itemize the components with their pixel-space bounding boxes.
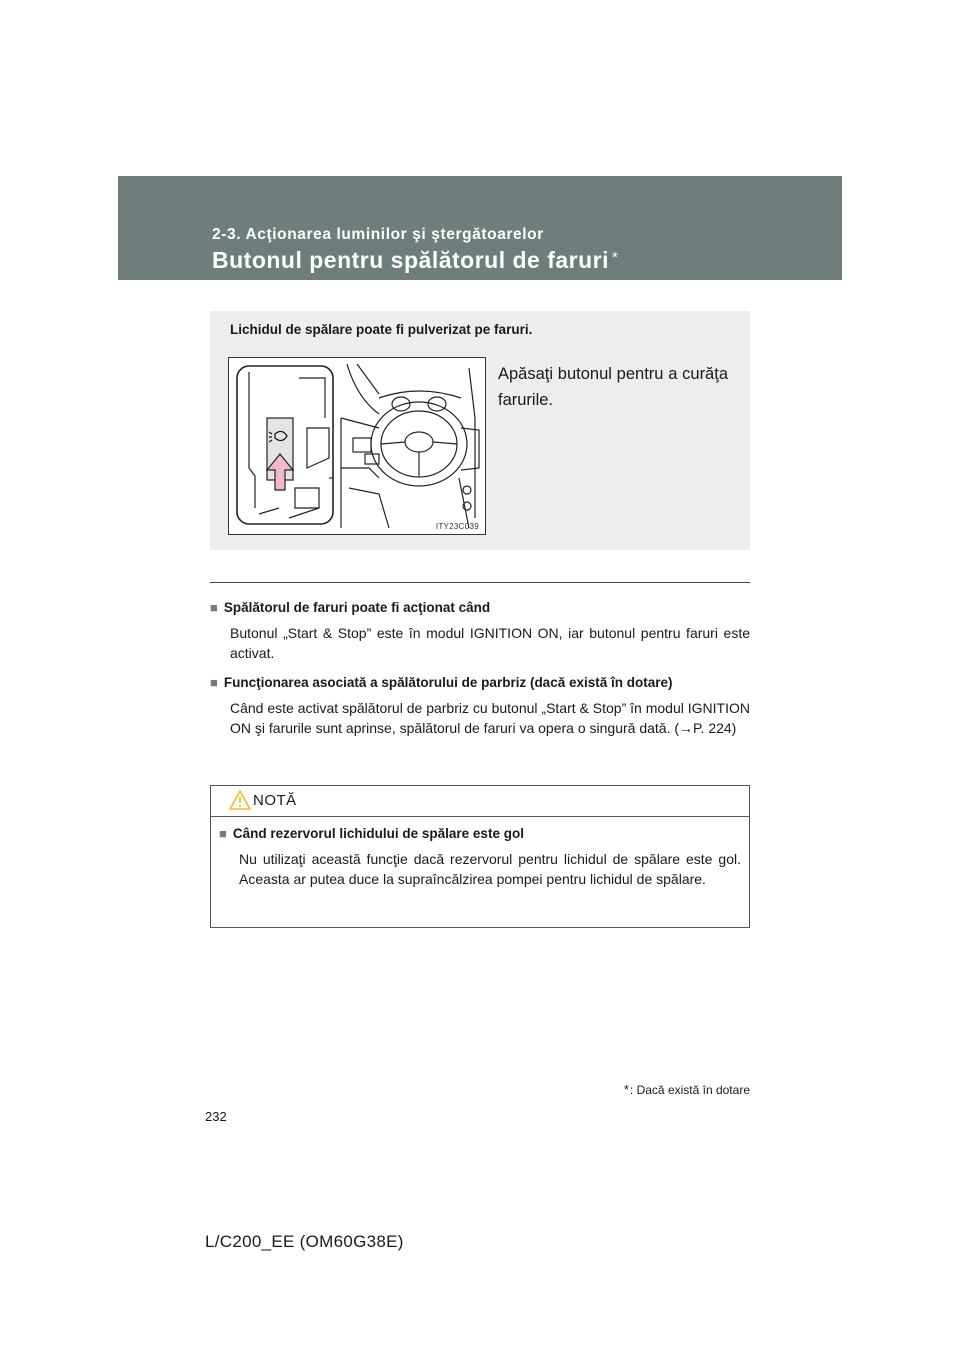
section-label: 2-3. Acţionarea luminilor şi ştergătoarelor <box>212 226 544 243</box>
note-title <box>210 675 750 690</box>
dashboard-illustration <box>228 357 486 535</box>
notice-label: NOTĂ <box>253 792 297 809</box>
asterisk-icon: * <box>623 1082 629 1097</box>
figure-code: ITY23C039 <box>435 522 479 531</box>
note-body: Butonul „Start & Stop” este în modul IGNITION ON, iar butonul pentru faruri este activat. <box>230 625 750 661</box>
headlight-washer-switch-illustration <box>229 358 485 534</box>
page-title <box>212 247 618 274</box>
square-bullet-icon: ■ <box>210 675 218 690</box>
note-title <box>210 600 750 615</box>
section-header <box>118 176 842 280</box>
footnote <box>624 1082 750 1097</box>
divider <box>210 582 750 583</box>
notice-header <box>211 786 749 817</box>
square-bullet-icon: ■ <box>219 826 227 841</box>
warning-icon <box>229 789 251 811</box>
note-title-text: Spălătorul de faruri poate fi acţionat când <box>223 600 491 615</box>
notice-title <box>219 826 749 841</box>
notice-title-text: Când rezervorul lichidului de spălare este gol <box>232 826 524 841</box>
square-bullet-icon: ■ <box>210 600 218 615</box>
notes-section <box>210 600 750 750</box>
notice-content <box>211 826 749 889</box>
info-box <box>210 311 750 550</box>
notice-box <box>210 785 750 928</box>
footnote-text: : Dacă există în dotare <box>629 1083 750 1097</box>
note-body: Când este activat spălătorul de parbriz cu butonul „Start & Stop” în modul IGNITION ON şi farurile sunt aprinse, spălătorul de faruri va opera o singură dată. (→P. 224) <box>230 700 750 736</box>
model-code: L/C200_EE (OM60G38E) <box>205 1232 404 1251</box>
notice-body: Nu utilizaţi această funcţie dacă rezervorul pentru lichidul de spălare este gol. Aceasta ar putea duce la supraîncălzirea pompei pentru lichidul de spălare. <box>239 851 741 887</box>
instruction-text: Apăsaţi butonul pentru a curăţa farurile. <box>498 365 728 409</box>
asterisk-icon: * <box>612 249 619 266</box>
note-title-text: Funcţionarea asociată a spălătorului de parbriz (dacă există în dotare) <box>223 675 673 690</box>
info-lead: Lichidul de spălare poate fi pulverizat pe faruri. <box>230 322 533 337</box>
page-number: 232 <box>205 1109 227 1124</box>
page-title-text: Butonul pentru spălătorul de faruri <box>212 247 610 273</box>
